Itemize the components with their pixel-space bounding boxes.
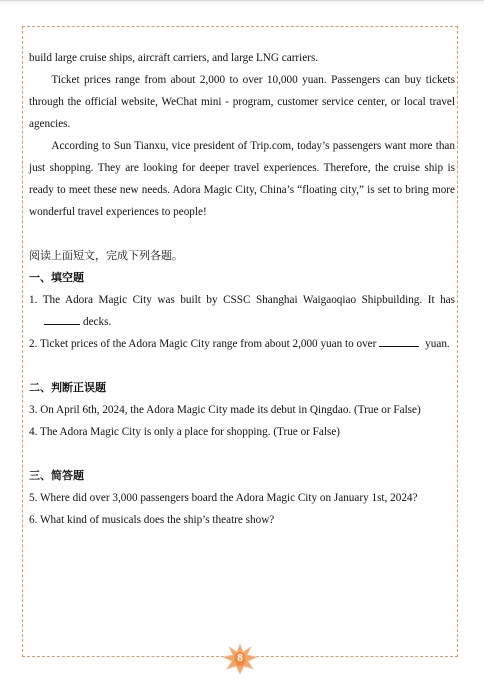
- page-top-edge: [0, 0, 484, 6]
- paragraph-2: Ticket prices range from about 2,000 to over 10,000 yuan. Passengers can buy tickets through the official website, WeChat mini - program, customer service center, or local travel agencies.: [29, 74, 455, 130]
- section-fill-heading: 一、填空题: [29, 271, 84, 284]
- question-2: [29, 333, 455, 355]
- question-6: 6. What kind of musicals does the ship’s theatre show?: [29, 514, 275, 526]
- section-judge-heading: 二、判断正误题: [29, 381, 106, 394]
- question-2-tail: yuan.: [425, 338, 450, 350]
- question-2-text: 2. Ticket prices of the Adora Magic City range from about 2,000 yuan to over: [29, 338, 377, 350]
- instruction-text: 阅读上面短文，完成下列各题。: [29, 249, 183, 262]
- question-4: 4. The Adora Magic City is only a place for shopping. (True or False): [29, 426, 341, 438]
- question-3: 3. On April 6th, 2024, the Adora Magic City made its debut in Qingdao. (True or False): [29, 404, 421, 416]
- section-short-heading: 三、简答题: [29, 469, 84, 482]
- answer-blank-2[interactable]: [379, 334, 419, 347]
- page-number: 8: [237, 653, 243, 664]
- question-1: [29, 289, 455, 333]
- paragraph-1: build large cruise ships, aircraft carriers, and large LNG carriers.: [29, 52, 319, 64]
- paragraph-3: According to Sun Tianxu, vice president of Trip.com, today’s passengers want more than just shopping. They are looking for deeper travel experiences. Therefore, the cruise ship is ready to meet these new needs. Adora Magic City, China’s “floating city,” is set to bring more wonderful travel experiences to people!: [29, 140, 455, 218]
- page-number-badge: [222, 643, 258, 675]
- question-5: 5. Where did over 3,000 passengers board the Adora Magic City on January 1st, 2024?: [29, 492, 418, 504]
- question-1-text: 1. The Adora Magic City was built by CSSC Shanghai Waigaoqiao Shipbuilding. It has: [29, 294, 455, 306]
- answer-blank-1[interactable]: [44, 312, 80, 325]
- document-body: [29, 47, 455, 531]
- question-1-tail: decks.: [83, 316, 112, 328]
